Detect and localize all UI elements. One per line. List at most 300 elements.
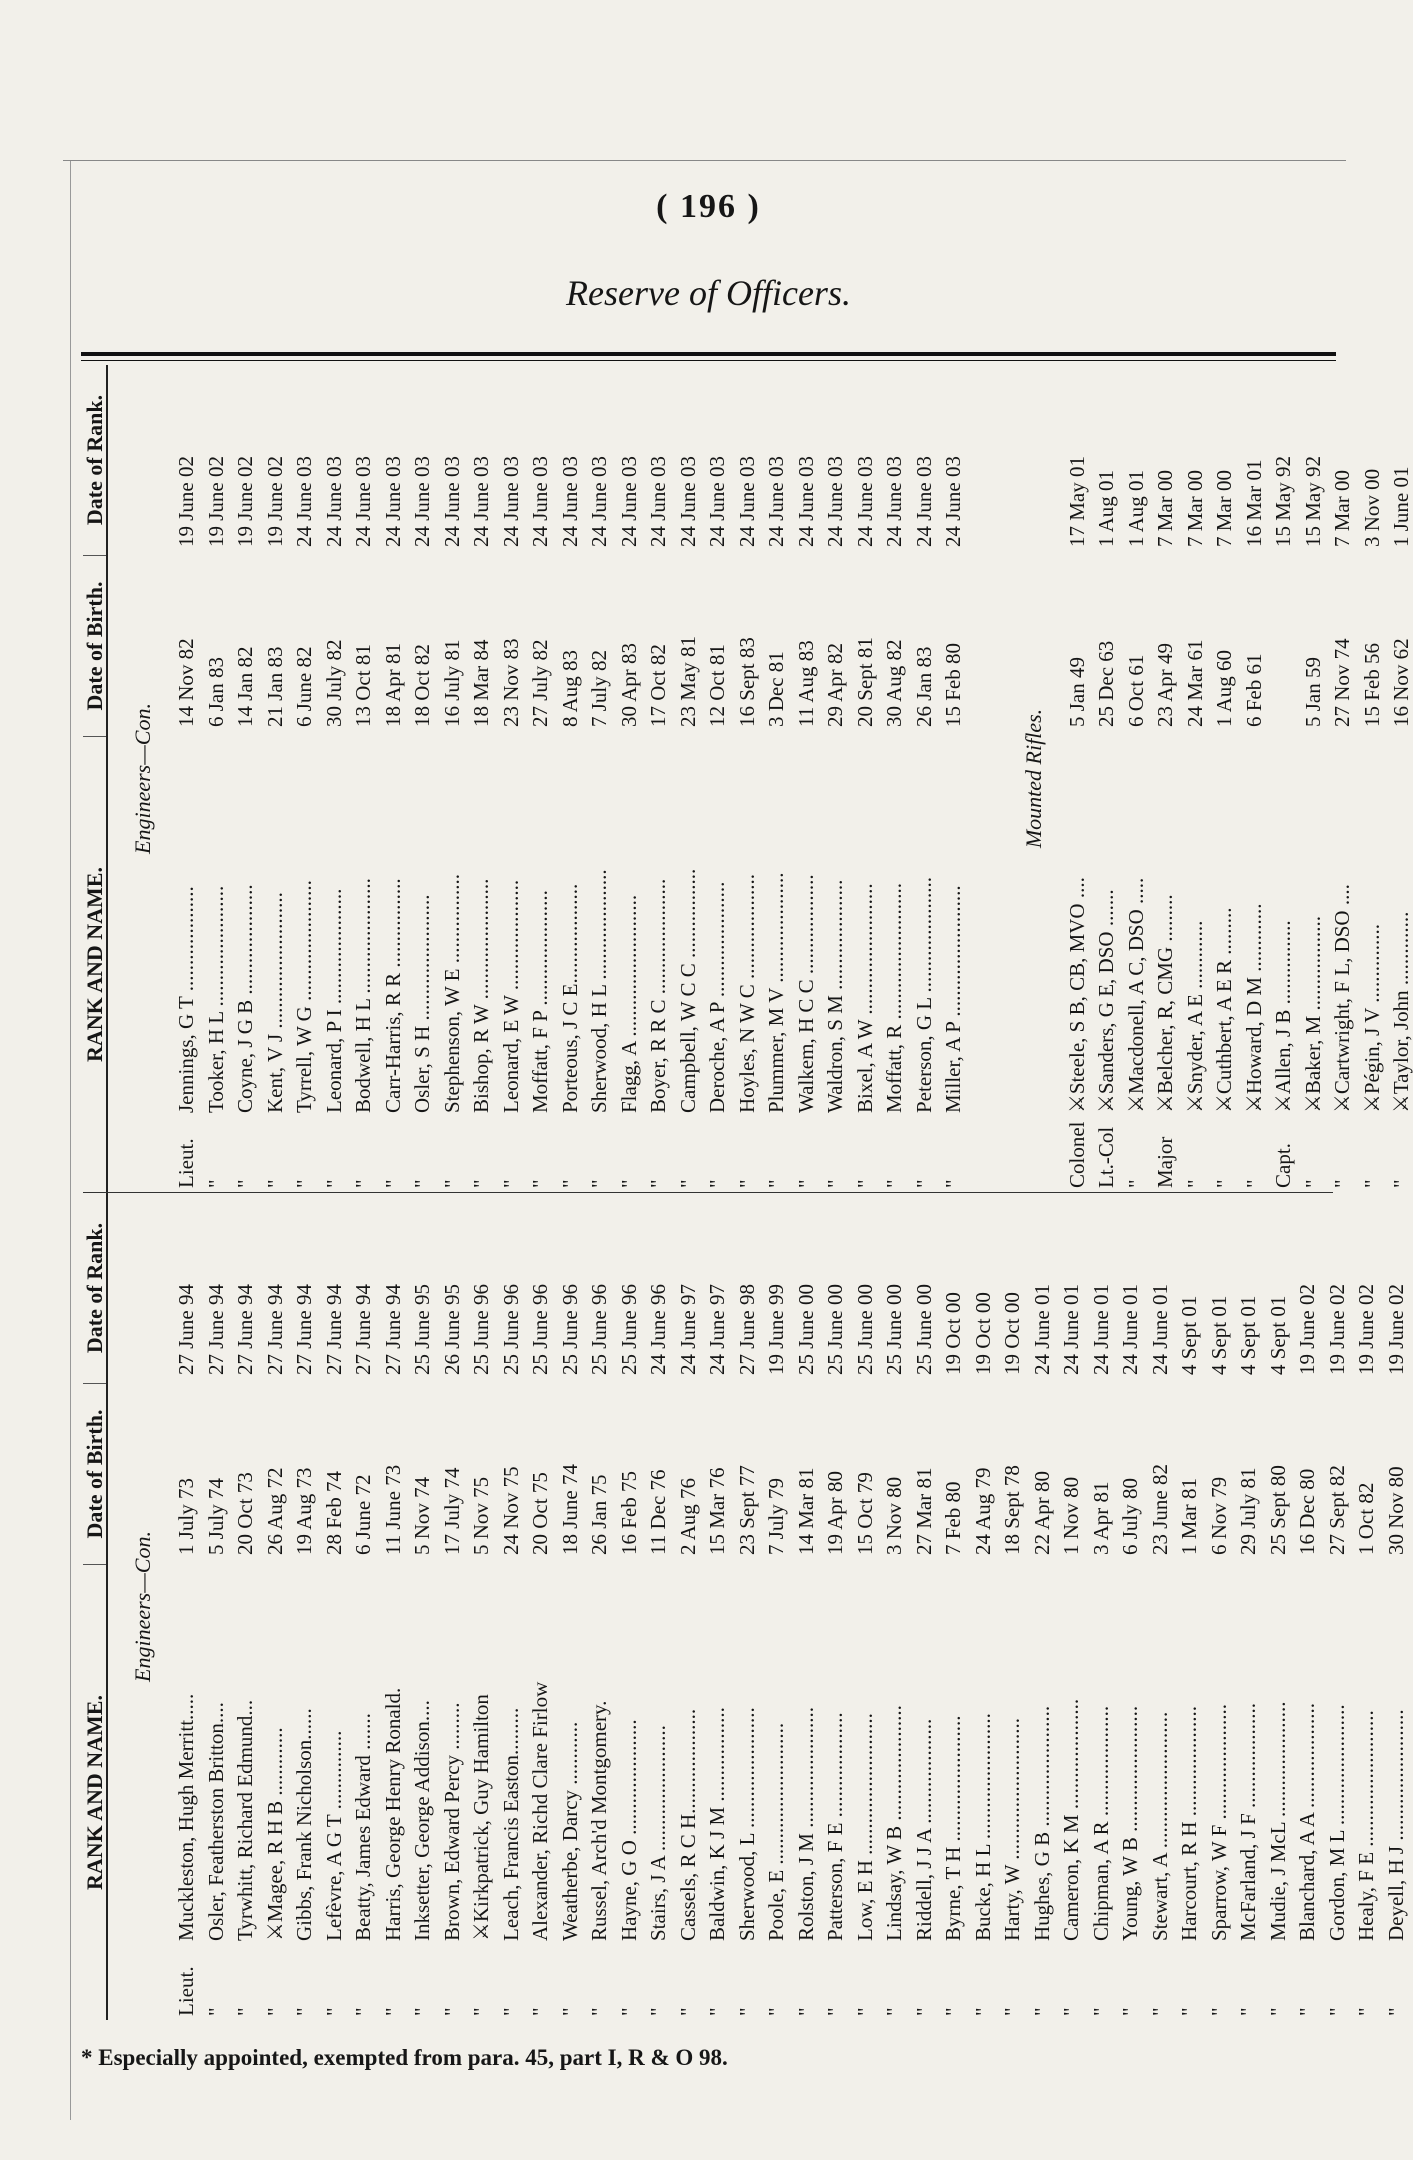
name-cell: Mudie, J McL ...................... <box>1265 1701 1290 1941</box>
name-cell: Deroche, A P ...................... <box>705 881 730 1113</box>
date-of-rank-cell: 7 Mar 00 <box>1212 470 1237 547</box>
date-of-birth-cell: 24 Nov 75 <box>498 1466 523 1555</box>
date-of-rank-cell: 19 June 02 <box>233 456 258 547</box>
table-row <box>261 1193 291 2020</box>
name-cell: Blanchard, A A .................... <box>1295 1703 1320 1941</box>
rank-cell: " <box>941 2007 966 2016</box>
rank-cell: " <box>262 1179 287 1188</box>
name-cell: Sherwood, H L ..................... <box>587 869 612 1113</box>
rank-cell: " <box>1324 2007 1349 2016</box>
section-heading: Engineers—Con. <box>130 1531 156 1682</box>
date-of-rank-cell: 25 June 00 <box>882 1284 907 1375</box>
section-heading: Mounted Rifles. <box>1020 708 1046 849</box>
date-of-rank-cell: 19 Oct 00 <box>941 1292 966 1375</box>
name-cell: Tooker, H L ....................... <box>203 885 228 1113</box>
date-of-rank-cell: 24 June 01 <box>1118 1284 1143 1375</box>
rank-cell: " <box>734 1179 759 1188</box>
name-cell: Hayne, G O ...................... <box>616 1719 641 1941</box>
date-of-rank-cell: 19 Oct 00 <box>970 1292 995 1375</box>
rank-cell: " <box>1359 1179 1384 1188</box>
table-row <box>1175 1193 1205 2020</box>
rank-cell: " <box>439 2007 464 2016</box>
date-of-birth-cell: 6 Nov 79 <box>1206 1476 1231 1555</box>
table-row <box>821 1193 851 2020</box>
table-row <box>1181 365 1211 1192</box>
rank-cell: " <box>410 2007 435 2016</box>
date-of-rank-cell: 1 Aug 01 <box>1123 469 1148 547</box>
table-row <box>467 365 497 1192</box>
rank-cell: " <box>1088 2007 1113 2016</box>
date-of-birth-cell: 12 Oct 81 <box>705 644 730 727</box>
rank-cell: " <box>321 1179 346 1188</box>
date-of-rank-cell: 24 June 03 <box>734 456 759 547</box>
name-cell: Leonard, P I ...................... <box>321 888 346 1113</box>
rank-cell: " <box>1212 1179 1237 1188</box>
name-cell: Moffatt, F P ...................... <box>528 890 553 1113</box>
name-cell: Beatty, James Edward ....... <box>351 1713 376 1941</box>
date-of-rank-cell: 24 June 97 <box>675 1284 700 1375</box>
date-of-rank-cell: 27 June 94 <box>203 1284 228 1375</box>
rank-cell: " <box>1389 1179 1413 1188</box>
date-of-rank-cell: 24 June 03 <box>557 456 582 547</box>
name-cell: Riddell, J J A .................... <box>911 1718 936 1941</box>
table-row <box>1057 1193 1087 2020</box>
date-of-birth-cell: 26 Aug 72 <box>262 1467 287 1555</box>
date-of-birth-cell: 1 Aug 60 <box>1212 649 1237 727</box>
date-of-rank-cell: 24 June 03 <box>764 456 789 547</box>
rank-cell: " <box>1330 1179 1355 1188</box>
date-of-birth-cell: 13 Oct 81 <box>351 644 376 727</box>
date-of-rank-cell: 17 May 01 <box>1064 456 1089 547</box>
rank-cell: " <box>823 2007 848 2016</box>
rank-cell: " <box>882 2007 907 2016</box>
name-cell: Gibbs, Frank Nicholson...... <box>292 1708 317 1941</box>
rank-cell: " <box>911 1179 936 1188</box>
name-cell: Harcourt, R H ..................... <box>1177 1705 1202 1941</box>
name-cell: ⚔Pégin, J V ............... <box>1359 924 1384 1113</box>
name-cell: Alexander, Richd Clare Firlow <box>528 1681 553 1941</box>
date-of-birth-cell: 5 Jan 59 <box>1300 657 1325 727</box>
date-of-birth-cell: 1 Nov 80 <box>1059 1476 1084 1555</box>
date-of-rank-cell: 25 June 96 <box>528 1284 553 1375</box>
date-of-rank-cell: 16 Mar 01 <box>1241 459 1266 547</box>
rank-cell: " <box>1295 2007 1320 2016</box>
date-of-birth-cell: 1 July 73 <box>174 1477 199 1555</box>
date-of-rank-cell: 24 June 03 <box>410 456 435 547</box>
table-row <box>1092 365 1122 1192</box>
date-of-rank-cell: 15 May 92 <box>1300 456 1325 547</box>
date-of-rank-cell: 1 June 01 <box>1389 466 1413 547</box>
date-of-birth-cell: 26 Jan 83 <box>911 646 936 727</box>
date-of-rank-cell: 24 June 03 <box>852 456 877 547</box>
date-of-rank-cell: 24 June 03 <box>498 456 523 547</box>
date-of-rank-cell: 7 Mar 00 <box>1153 470 1178 547</box>
table-row <box>349 1193 379 2020</box>
date-of-birth-cell: 20 Oct 75 <box>528 1472 553 1555</box>
table-row <box>674 1193 704 2020</box>
rank-cell: " <box>1177 2007 1202 2016</box>
date-of-birth-cell: 19 Aug 73 <box>292 1467 317 1555</box>
table-row <box>467 1193 497 2020</box>
date-of-birth-cell: 11 Aug 83 <box>793 640 818 727</box>
name-cell: Tyrrell, W G ....................... <box>292 880 317 1113</box>
rank-cell: " <box>734 2007 759 2016</box>
rank-cell: " <box>1354 2007 1379 2016</box>
page-heading: Reserve of Officers. <box>566 273 851 313</box>
rank-cell: " <box>1383 2007 1408 2016</box>
rank-cell: " <box>321 2007 346 2016</box>
table-row <box>231 365 261 1192</box>
date-of-birth-cell: 6 Feb 61 <box>1241 653 1266 727</box>
rank-cell: Major <box>1153 1136 1178 1188</box>
header-date-of-birth: Date of Birth. <box>83 556 106 737</box>
date-of-birth-cell: 27 Mar 81 <box>911 1467 936 1555</box>
rank-cell: " <box>587 1179 612 1188</box>
rank-cell: " <box>1147 2007 1172 2016</box>
date-of-birth-cell: 24 Mar 61 <box>1182 639 1207 727</box>
rank-cell: " <box>1123 1179 1148 1188</box>
table-row <box>172 365 202 1192</box>
name-cell: Stephenson, W E ................. <box>439 874 464 1113</box>
date-of-birth-cell: 20 Oct 73 <box>233 1472 258 1555</box>
name-cell: ⚔Cartwright, F L, DSO .... <box>1330 884 1355 1113</box>
name-cell: Cameron, K M ..................... <box>1059 1698 1084 1941</box>
rank-cell: " <box>970 2007 995 2016</box>
date-of-rank-cell: 25 June 95 <box>410 1284 435 1375</box>
date-of-birth-cell: 19 Apr 80 <box>823 1471 848 1555</box>
name-cell: Lindsay, W B ...................... <box>882 1705 907 1941</box>
name-cell: Flagg, A ........................... <box>616 894 641 1113</box>
date-of-rank-cell: 27 June 94 <box>380 1284 405 1375</box>
date-of-birth-cell: 18 June 74 <box>557 1464 582 1555</box>
date-of-birth-cell: 17 July 74 <box>439 1467 464 1555</box>
name-cell: Harty, W ........................... <box>1000 1717 1025 1941</box>
rank-cell: " <box>498 2007 523 2016</box>
date-of-rank-cell: 24 June 03 <box>793 456 818 547</box>
date-of-birth-cell: 22 Apr 80 <box>1029 1471 1054 1555</box>
date-of-birth-cell: 2 Aug 76 <box>675 1477 700 1555</box>
date-of-rank-cell: 25 June 00 <box>793 1284 818 1375</box>
date-of-rank-cell: 19 June 99 <box>764 1284 789 1375</box>
rank-cell: " <box>380 2007 405 2016</box>
date-of-rank-cell: 24 June 03 <box>351 456 376 547</box>
date-of-rank-cell: 25 June 96 <box>557 1284 582 1375</box>
table-row <box>615 365 645 1192</box>
name-cell: Osler, Featherston Britton.... <box>203 1702 228 1941</box>
table-row <box>851 365 881 1192</box>
date-of-birth-cell: 26 Jan 75 <box>587 1474 612 1555</box>
date-of-rank-cell: 19 June 02 <box>174 456 199 547</box>
rank-cell: " <box>351 1179 376 1188</box>
table-row <box>526 1193 556 2020</box>
date-of-rank-cell: 25 June 00 <box>823 1284 848 1375</box>
date-of-rank-cell: 24 June 03 <box>705 456 730 547</box>
table-row <box>880 365 910 1192</box>
table-row <box>231 1193 261 2020</box>
date-of-birth-cell: 16 Sept 83 <box>734 637 759 727</box>
name-cell: Campbell, W C C ................. <box>675 868 700 1113</box>
date-of-rank-cell: 24 June 03 <box>321 456 346 547</box>
date-of-birth-cell: 6 Jan 83 <box>203 657 228 727</box>
name-cell: ⚔Belcher, R, CMG ......... <box>1153 894 1178 1113</box>
page-number: ( 196 ) <box>656 188 761 225</box>
date-of-rank-cell: 27 June 94 <box>292 1284 317 1375</box>
date-of-rank-cell: 27 June 94 <box>174 1284 199 1375</box>
date-of-birth-cell: 30 Aug 82 <box>882 639 907 727</box>
date-of-rank-cell: 19 June 02 <box>262 456 287 547</box>
table-row <box>674 365 704 1192</box>
name-cell: Bodwell, H L ...................... <box>351 878 376 1113</box>
rank-cell: " <box>705 2007 730 2016</box>
table-row <box>615 1193 645 2020</box>
table-row <box>290 365 320 1192</box>
rank-cell: " <box>675 2007 700 2016</box>
date-of-birth-cell: 20 Sept 81 <box>852 637 877 727</box>
date-of-birth-cell: 15 Mar 76 <box>705 1467 730 1555</box>
date-of-rank-cell: 7 Mar 00 <box>1330 470 1355 547</box>
date-of-birth-cell: 3 Nov 80 <box>882 1476 907 1555</box>
table-row <box>1387 365 1413 1192</box>
name-cell: Bishop, R W ....................... <box>469 878 494 1113</box>
date-of-birth-cell: 27 July 82 <box>528 639 553 727</box>
rank-cell: " <box>587 2007 612 2016</box>
date-of-birth-cell: 18 Sept 78 <box>1000 1465 1025 1555</box>
date-of-rank-cell: 27 June 94 <box>351 1284 376 1375</box>
name-cell: Boyer, R R C ...................... <box>646 878 671 1113</box>
rank-cell: " <box>882 1179 907 1188</box>
rank-cell: " <box>1241 1179 1266 1188</box>
date-of-birth-cell: 6 June 82 <box>292 646 317 727</box>
table-row <box>910 365 940 1192</box>
date-of-rank-cell: 15 May 92 <box>1271 456 1296 547</box>
date-of-birth-cell: 23 Apr 49 <box>1153 643 1178 727</box>
date-of-rank-cell: 27 June 94 <box>262 1284 287 1375</box>
rank-cell: " <box>1118 2007 1143 2016</box>
date-of-birth-cell: 16 Feb 75 <box>616 1471 641 1555</box>
date-of-birth-cell: 27 Sept 82 <box>1324 1465 1349 1555</box>
rank-cell: " <box>823 1179 848 1188</box>
name-cell: Patterson, F E .................... <box>823 1712 848 1941</box>
name-cell: ⚔Sanders, G E, DSO ....... <box>1094 889 1119 1113</box>
name-cell: Porteous, J C E................... <box>557 883 582 1113</box>
date-of-rank-cell: 24 June 01 <box>1029 1284 1054 1375</box>
date-of-rank-cell: 3 Nov 00 <box>1359 468 1384 547</box>
name-cell: Gordon, M L ....................... <box>1324 1704 1349 1941</box>
table-row <box>880 1193 910 2020</box>
rank-cell: " <box>911 2007 936 2016</box>
mounted-rifles-rows <box>1063 365 1413 1192</box>
table-row <box>172 1193 202 2020</box>
rank-cell: " <box>498 1179 523 1188</box>
table-row <box>1382 1193 1412 2020</box>
table-row <box>703 365 733 1192</box>
rank-cell: " <box>852 2007 877 2016</box>
date-of-rank-cell: 19 June 02 <box>1324 1284 1349 1375</box>
name-cell: Brown, Edward Percy ......... <box>439 1702 464 1941</box>
name-cell: ⚔Allen, J B ................ <box>1271 920 1296 1113</box>
table-row <box>1087 1193 1117 2020</box>
table-row <box>585 1193 615 2020</box>
table-row <box>585 365 615 1192</box>
name-cell: ⚔Cuthbert, A E R ......... <box>1212 907 1237 1113</box>
table-row <box>703 1193 733 2020</box>
rank-cell: Capt. <box>1271 1143 1296 1188</box>
name-cell: Stewart, A .......................... <box>1147 1711 1172 1941</box>
name-cell: Walkem, H C C ................... <box>793 874 818 1113</box>
table-row <box>438 365 468 1192</box>
date-of-birth-cell: 6 June 72 <box>351 1474 376 1555</box>
table-header <box>83 365 108 1192</box>
rank-cell: " <box>262 2007 287 2016</box>
section-gap <box>969 365 1005 1192</box>
name-cell: ⚔Steele, S B, CB, MVO .... <box>1064 877 1089 1113</box>
name-cell: Miller, A P ......................... <box>941 885 966 1113</box>
date-of-birth-cell: 7 July 79 <box>764 1477 789 1555</box>
date-of-rank-cell: 19 June 02 <box>1295 1284 1320 1375</box>
name-cell: Hughes, G B ....................... <box>1029 1705 1054 1941</box>
rank-cell: " <box>203 2007 228 2016</box>
table-row <box>497 1193 527 2020</box>
name-cell: Byrne, T H ........................ <box>941 1715 966 1941</box>
rank-cell: " <box>528 2007 553 2016</box>
date-of-birth-cell: 11 June 73 <box>380 1464 405 1555</box>
table-row <box>1264 1193 1294 2020</box>
name-cell: Young, W B ........................ <box>1118 1705 1143 1941</box>
date-of-birth-cell: 27 Nov 74 <box>1330 638 1355 727</box>
date-of-rank-cell: 1 Aug 01 <box>1094 469 1119 547</box>
date-of-birth-cell: 5 Jan 49 <box>1064 657 1089 727</box>
header-date-of-birth: Date of Birth. <box>83 1384 106 1565</box>
date-of-rank-cell: 24 June 03 <box>911 456 936 547</box>
rank-cell: " <box>469 2007 494 2016</box>
name-cell: Jennings, G T .................... <box>174 886 199 1113</box>
rank-cell: " <box>292 1179 317 1188</box>
date-of-rank-cell: 25 June 96 <box>469 1284 494 1375</box>
date-of-rank-cell: 24 June 03 <box>587 456 612 547</box>
date-of-birth-cell: 30 July 82 <box>321 639 346 727</box>
rank-cell: " <box>1300 1179 1325 1188</box>
date-of-birth-cell: 3 Apr 81 <box>1088 1481 1113 1555</box>
rank-cell: " <box>1000 2007 1025 2016</box>
heading-rule-thick <box>81 352 1336 356</box>
rank-cell: " <box>793 2007 818 2016</box>
date-of-birth-cell: 16 July 81 <box>439 639 464 727</box>
date-of-birth-cell: 14 Mar 81 <box>793 1467 818 1555</box>
name-cell: ⚔Magee, R H B ............. <box>262 1727 287 1941</box>
name-cell: McFarland, J F .................... <box>1236 1703 1261 1941</box>
date-of-rank-cell: 24 June 03 <box>646 456 671 547</box>
table-row <box>851 1193 881 2020</box>
rank-cell: " <box>1206 2007 1231 2016</box>
header-date-of-rank: Date of Rank. <box>83 365 106 556</box>
table-body-left <box>108 1193 1411 2020</box>
rank-cell: " <box>528 1179 553 1188</box>
date-of-rank-cell: 24 June 03 <box>439 456 464 547</box>
table-row <box>969 1193 999 2020</box>
name-cell: ⚔Baker, M .................. <box>1300 915 1325 1113</box>
engineers-rows <box>172 365 969 1192</box>
date-of-birth-cell: 16 Dec 80 <box>1295 1468 1320 1555</box>
date-of-rank-cell: 25 June 96 <box>616 1284 641 1375</box>
table-row <box>1205 1193 1235 2020</box>
table-row <box>821 365 851 1192</box>
rank-cell: " <box>646 2007 671 2016</box>
date-of-rank-cell: 4 Sept 01 <box>1236 1295 1261 1375</box>
name-cell: Leonard, E W ..................... <box>498 879 523 1113</box>
name-cell: ⚔Macdonell, A C, DSO ..... <box>1123 877 1148 1113</box>
date-of-birth-cell: 30 Nov 80 <box>1383 1466 1408 1555</box>
rank-cell: " <box>292 2007 317 2016</box>
date-of-birth-cell: 29 Apr 82 <box>823 643 848 727</box>
table-row <box>1352 1193 1382 2020</box>
date-of-rank-cell: 27 June 94 <box>233 1284 258 1375</box>
rank-cell: " <box>764 2007 789 2016</box>
rank-cell: " <box>469 1179 494 1188</box>
name-cell: ⚔Howard, D M ............. <box>1241 903 1266 1113</box>
name-cell: Harris, George Henry Ronald. <box>380 1687 405 1941</box>
table-row <box>939 365 969 1192</box>
date-of-birth-cell: 16 Nov 62 <box>1389 638 1413 727</box>
table-left-half <box>82 1193 1408 2020</box>
name-cell: Sherwood, L ....................... <box>734 1707 759 1941</box>
table-row <box>1028 1193 1058 2020</box>
rank-cell: Lieut. <box>174 1138 199 1188</box>
name-cell: Healy, F E .......................... <box>1354 1710 1379 1941</box>
date-of-birth-cell: 28 Feb 74 <box>321 1471 346 1555</box>
date-of-rank-cell: 25 June 96 <box>587 1284 612 1375</box>
name-cell: Waldron, S M ..................... <box>823 879 848 1113</box>
date-of-birth-cell: 29 July 81 <box>1236 1467 1261 1555</box>
table-row <box>408 1193 438 2020</box>
name-cell: Stairs, J A ........................ <box>646 1725 671 1941</box>
name-cell: Plummer, M V ..................... <box>764 872 789 1113</box>
date-of-rank-cell: 4 Sept 01 <box>1177 1295 1202 1375</box>
rank-cell: " <box>410 1179 435 1188</box>
rank-cell: " <box>351 2007 376 2016</box>
table-row <box>349 365 379 1192</box>
name-cell: Inksetter, George Addison.... <box>410 1700 435 1941</box>
name-cell: Low, E H ........................... <box>852 1713 877 1941</box>
table-row <box>733 365 763 1192</box>
date-of-birth-cell: 15 Feb 80 <box>941 643 966 727</box>
header-date-of-rank: Date of Rank. <box>83 1193 106 1384</box>
table-row <box>1122 365 1152 1192</box>
date-of-birth-cell: 5 Nov 75 <box>469 1476 494 1555</box>
officer-table <box>82 365 1413 2020</box>
table-row <box>1240 365 1270 1192</box>
date-of-rank-cell: 4 Sept 01 <box>1206 1295 1231 1375</box>
name-cell: ⚔Taylor, John .............. <box>1389 911 1413 1113</box>
name-cell: Poole, E ........................... <box>764 1722 789 1941</box>
date-of-rank-cell: 25 June 00 <box>852 1284 877 1375</box>
name-cell: Leach, Francis Easton......... <box>498 1707 523 1941</box>
table-row <box>1146 1193 1176 2020</box>
top-rule <box>63 160 1346 161</box>
table-row <box>438 1193 468 2020</box>
rank-cell: Colonel <box>1064 1121 1089 1188</box>
table-row <box>1328 365 1358 1192</box>
name-cell: Osler, S H ........................ <box>410 894 435 1113</box>
name-cell: Chipman, A R ..................... <box>1088 1705 1113 1941</box>
date-of-rank-cell: 19 June 02 <box>1354 1284 1379 1375</box>
name-cell: Baldwin, K J M .................. <box>705 1707 730 1941</box>
rank-cell: " <box>439 1179 464 1188</box>
rank-cell: " <box>557 2007 582 2016</box>
date-of-birth-cell: 23 Sept 77 <box>734 1465 759 1555</box>
name-cell: Kent, V J .......................... <box>262 892 287 1113</box>
date-of-birth-cell: 7 Feb 80 <box>941 1481 966 1555</box>
name-cell: Deyell, H J ......................... <box>1383 1709 1408 1941</box>
